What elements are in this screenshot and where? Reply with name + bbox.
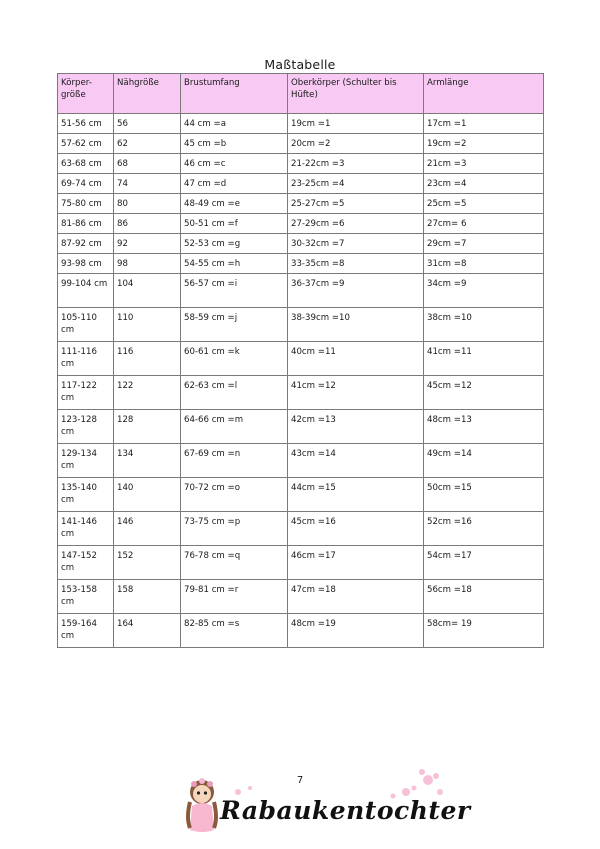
torso-cell: 48cm =19 [288,614,424,648]
chest-cell: 45 cm =b [181,134,288,154]
sewing-size-cell: 116 [114,342,181,376]
sewing-size-cell: 62 [114,134,181,154]
torso-cell: 41cm =12 [288,376,424,410]
column-header-sewing-size: Nähgröße [114,74,181,114]
sewing-size-cell: 98 [114,254,181,274]
column-header-chest: Brustumfang [181,74,288,114]
torso-cell: 36-37cm =9 [288,274,424,308]
table-row [58,342,544,376]
column-header-torso: Oberkörper (Schulter bis Hüfte) [288,74,424,114]
sewing-size-cell: 122 [114,376,181,410]
sewing-size-cell: 134 [114,444,181,478]
chest-cell: 46 cm =c [181,154,288,174]
table-row [58,134,544,154]
body-height-cell: 99-104 cm [58,274,114,308]
sewing-size-cell: 140 [114,478,181,512]
body-height-cell: 63-68 cm [58,154,114,174]
body-height-cell: 117-122 cm [58,376,114,410]
table-row [58,234,544,254]
chest-cell: 44 cm =a [181,114,288,134]
torso-cell: 40cm =11 [288,342,424,376]
chest-cell: 82-85 cm =s [181,614,288,648]
arm-length-cell: 41cm =11 [424,342,544,376]
table-row [58,214,544,234]
table-row [58,274,544,308]
torso-cell: 47cm =18 [288,580,424,614]
arm-length-cell: 25cm =5 [424,194,544,214]
table-row [58,376,544,410]
table-row [58,114,544,134]
page-title: Maßtabelle [264,57,336,72]
torso-cell: 20cm =2 [288,134,424,154]
torso-cell: 27-29cm =6 [288,214,424,234]
chest-cell: 70-72 cm =o [181,478,288,512]
torso-cell: 43cm =14 [288,444,424,478]
torso-cell: 42cm =13 [288,410,424,444]
chest-cell: 47 cm =d [181,174,288,194]
brand-logo [178,762,471,844]
table-header-row [58,74,544,114]
arm-length-cell: 38cm =10 [424,308,544,342]
sewing-size-cell: 80 [114,194,181,214]
chest-cell: 50-51 cm =f [181,214,288,234]
body-height-cell: 75-80 cm [58,194,114,214]
body-height-cell: 129-134 cm [58,444,114,478]
sewing-size-cell: 74 [114,174,181,194]
body-height-cell: 159-164 cm [58,614,114,648]
arm-length-cell: 31cm =8 [424,254,544,274]
chest-cell: 64-66 cm =m [181,410,288,444]
torso-cell: 45cm =16 [288,512,424,546]
body-height-cell: 111-116 cm [58,342,114,376]
arm-length-cell: 29cm =7 [424,234,544,254]
arm-length-cell: 21cm =3 [424,154,544,174]
sewing-size-cell: 56 [114,114,181,134]
torso-cell: 38-39cm =10 [288,308,424,342]
torso-cell: 44cm =15 [288,478,424,512]
torso-cell: 33-35cm =8 [288,254,424,274]
arm-length-cell: 34cm =9 [424,274,544,308]
body-height-cell: 141-146 cm [58,512,114,546]
chest-cell: 58-59 cm =j [181,308,288,342]
arm-length-cell: 52cm =16 [424,512,544,546]
body-height-cell: 123-128 cm [58,410,114,444]
table-row [58,174,544,194]
torso-cell: 25-27cm =5 [288,194,424,214]
arm-length-cell: 45cm =12 [424,376,544,410]
table-body [58,114,544,648]
chest-cell: 56-57 cm =i [181,274,288,308]
brand-name: Rabaukentochter [220,796,471,825]
chest-cell: 73-75 cm =p [181,512,288,546]
torso-cell: 30-32cm =7 [288,234,424,254]
torso-cell: 23-25cm =4 [288,174,424,194]
chest-cell: 62-63 cm =l [181,376,288,410]
arm-length-cell: 48cm =13 [424,410,544,444]
arm-length-cell: 54cm =17 [424,546,544,580]
table-row [58,580,544,614]
table-row [58,546,544,580]
torso-cell: 21-22cm =3 [288,154,424,174]
chest-cell: 67-69 cm =n [181,444,288,478]
chest-cell: 60-61 cm =k [181,342,288,376]
arm-length-cell: 58cm= 19 [424,614,544,648]
sewing-size-cell: 158 [114,580,181,614]
table-row [58,254,544,274]
body-height-cell: 93-98 cm [58,254,114,274]
chest-cell: 76-78 cm =q [181,546,288,580]
column-header-arm-length: Armlänge [424,74,544,114]
table-row [58,154,544,174]
sewing-size-cell: 146 [114,512,181,546]
chest-cell: 48-49 cm =e [181,194,288,214]
sewing-size-cell: 92 [114,234,181,254]
sewing-size-cell: 104 [114,274,181,308]
chest-cell: 79-81 cm =r [181,580,288,614]
body-height-cell: 57-62 cm [58,134,114,154]
chest-cell: 52-53 cm =g [181,234,288,254]
body-height-cell: 135-140 cm [58,478,114,512]
sewing-size-cell: 164 [114,614,181,648]
size-table [57,73,544,648]
sewing-size-cell: 68 [114,154,181,174]
torso-cell: 46cm =17 [288,546,424,580]
column-header-body-height: Körper-größe [58,74,114,114]
page-number: 7 [296,775,304,786]
arm-length-cell: 49cm =14 [424,444,544,478]
body-height-cell: 51-56 cm [58,114,114,134]
sewing-size-cell: 86 [114,214,181,234]
table-row [58,410,544,444]
table-row [58,614,544,648]
sewing-size-cell: 128 [114,410,181,444]
arm-length-cell: 27cm= 6 [424,214,544,234]
table-row [58,512,544,546]
body-height-cell: 81-86 cm [58,214,114,234]
body-height-cell: 153-158 cm [58,580,114,614]
arm-length-cell: 17cm =1 [424,114,544,134]
torso-cell: 19cm =1 [288,114,424,134]
table-row [58,194,544,214]
body-height-cell: 87-92 cm [58,234,114,254]
sewing-size-cell: 152 [114,546,181,580]
girl-figure-icon [188,778,216,832]
sewing-size-cell: 110 [114,308,181,342]
table-row [58,478,544,512]
chest-cell: 54-55 cm =h [181,254,288,274]
body-height-cell: 69-74 cm [58,174,114,194]
arm-length-cell: 23cm =4 [424,174,544,194]
body-height-cell: 105-110 cm [58,308,114,342]
arm-length-cell: 50cm =15 [424,478,544,512]
body-height-cell: 147-152 cm [58,546,114,580]
table-row [58,308,544,342]
arm-length-cell: 19cm =2 [424,134,544,154]
table-row [58,444,544,478]
arm-length-cell: 56cm =18 [424,580,544,614]
